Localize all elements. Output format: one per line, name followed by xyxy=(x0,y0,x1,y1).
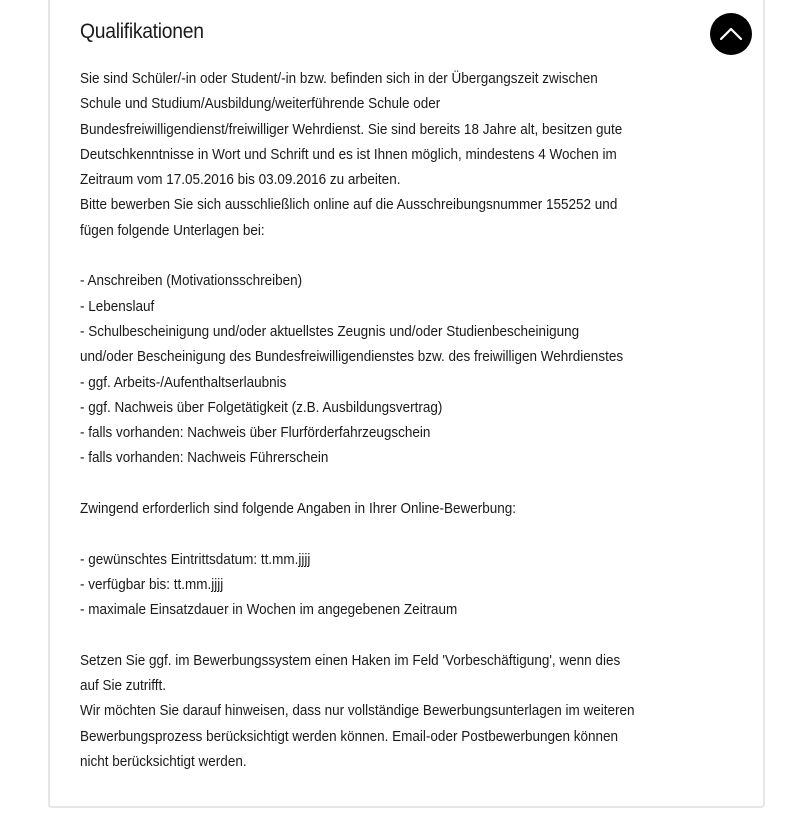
intro-paragraph xyxy=(80,66,760,243)
text-line: Bewerbungsprozess berücksichtigt werden können. Email-oder Postbewerbungen können xyxy=(80,727,619,745)
closing-paragraph xyxy=(80,648,760,774)
panel-title: Qualifikationen xyxy=(80,20,204,43)
text-line: Schule und Studium/Ausbildung/weiterführende Schule oder xyxy=(80,95,441,113)
documents-list xyxy=(80,268,760,470)
text-line: Sie sind Schüler/-in oder Student/-in bzw. befinden sich in der Übergangszeit zwischen xyxy=(80,70,598,87)
text-line: auf Sie zutrifft. xyxy=(80,677,167,695)
text-line: Zeitraum vom 17.05.2016 bis 03.09.2016 zu arbeiten. xyxy=(80,171,401,189)
collapse-button[interactable] xyxy=(710,13,752,55)
list-item: - falls vorhanden: Nachweis Führerschein xyxy=(80,449,329,467)
list-item: - Anschreiben (Motivationsschreiben) xyxy=(80,272,303,290)
list-item: - verfügbar bis: tt.mm.jjjj xyxy=(80,575,224,593)
text-line: Deutschkenntnisse in Wort und Schrift und es ist Ihnen möglich, mindestens 4 Wochen im xyxy=(80,145,617,163)
text-line: Bundesfreiwilligendienst/freiwilliger Wehrdienst. Sie sind bereits 18 Jahre alt, besitzen gute xyxy=(80,120,623,138)
qualifications-panel xyxy=(48,0,765,808)
list-item: - Schulbescheinigung und/oder aktuellstes Zeugnis und/oder Studienbescheinigung xyxy=(80,322,580,340)
list-item: und/oder Bescheinigung des Bundesfreiwilligendienstes bzw. des freiwilligen Wehrdienstes xyxy=(80,348,624,366)
list-item: - falls vorhanden: Nachweis über Flurförderfahrzeugschein xyxy=(80,424,431,442)
list-item: - Lebenslauf xyxy=(80,297,155,315)
qualifications-text xyxy=(80,66,760,774)
text-line: Setzen Sie ggf. im Bewerbungssystem einen Haken im Feld 'Vorbeschäftigung', wenn dies xyxy=(80,651,621,669)
spacer xyxy=(80,521,760,546)
list-item: - gewünschtes Eintrittsdatum: tt.mm.jjjj xyxy=(80,550,311,568)
spacer xyxy=(80,243,760,268)
list-item: - maximale Einsatzdauer in Wochen im angegebenen Zeitraum xyxy=(80,601,458,619)
required-heading: Zwingend erforderlich sind folgende Angaben in Ihrer Online-Bewerbung: xyxy=(80,500,517,518)
list-item: - ggf. Nachweis über Folgetätigkeit (z.B. Ausbildungsvertrag) xyxy=(80,398,443,416)
spacer xyxy=(80,471,760,496)
text-line: fügen folgende Unterlagen bei: xyxy=(80,221,265,239)
text-line: Bitte bewerben Sie sich ausschließlich online auf die Ausschreibungsnummer 155252 und xyxy=(80,196,618,214)
spacer xyxy=(80,623,760,648)
list-item: - ggf. Arbeits-/Aufenthaltserlaubnis xyxy=(80,373,287,391)
required-list xyxy=(80,547,760,623)
text-line: Wir möchten Sie darauf hinweisen, dass nur vollständige Bewerbungsunterlagen im weiteren xyxy=(80,702,635,720)
text-line: nicht berücksichtigt werden. xyxy=(80,753,247,771)
chevron-up-icon xyxy=(719,27,743,41)
